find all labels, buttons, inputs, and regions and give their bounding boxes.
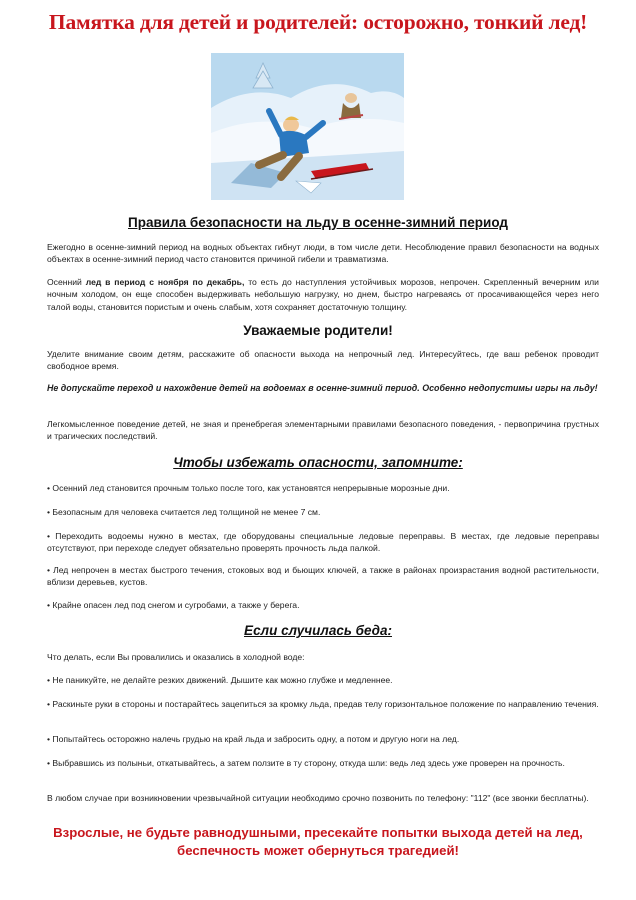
safety-rules-heading: Правила безопасности на льду в осенне-зимний период <box>128 215 508 230</box>
action-item: • Раскиньте руки в стороны и постарайтесь зацепиться за кромку льда, предав телу горизонтальное положение по направлению течения. <box>47 699 599 709</box>
rule-item: • Крайне опасен лед под снегом и сугробами, а также у берега. <box>47 600 300 610</box>
rule-item: • Безопасным для человека считается лед толщиной не менее 7 см. <box>47 507 321 517</box>
footer-appeal <box>0 824 636 860</box>
dear-parents-heading: Уважаемые родители! <box>243 323 393 338</box>
warning-paragraph: Не допускайте переход и нахождение детей на водоемах в осенне-зимний период. Особенно недопустимы игры на льду! <box>47 383 598 393</box>
rule-item: • Переходить водоемы нужно в местах, где оборудованы специальные ледовые переправы. В местах, где ледовые переправы отсутствуют, при переходе следует обязательно проверять прочность льда палкой. <box>47 531 599 554</box>
intro-paragraph: Ежегодно в осенне-зимний период на водных объектах гибнут люди, в том числе дети. Несоблюдение правил безопасности на водных объектах в осенне-зимний период часто становится причиной гибели и травматизма. <box>47 242 599 265</box>
behavior-paragraph: Легкомысленное поведение детей, не зная и пренебрегая элементарными правилами безопасного поведения, - первопричина грустных и трагических последствий. <box>47 419 599 442</box>
page-title: Памятка для детей и родителей: осторожно, тонкий лед! <box>48 10 588 34</box>
action-item: • Не паникуйте, не делайте резких движений. Дышите как можно глубже и медленнее. <box>47 675 393 685</box>
parents-attention-paragraph: Уделите внимание своим детям, расскажите об опасности выхода на непрочный лед. Интересуйтесь, где ваш ребенок проводит свободное время. <box>47 349 599 372</box>
action-item: • Попытайтесь осторожно налечь грудью на край льда и забросить одну, а потом и другую ноги на лед. <box>47 734 460 744</box>
children-on-ice-illustration <box>211 53 404 200</box>
remember-heading: Чтобы избежать опасности, запомните: <box>173 455 463 470</box>
footer-line-2: беспечность может обернуться трагедией! <box>177 843 459 858</box>
autumn-ice-paragraph: Осенний лед в период с ноября по декабрь, то есть до наступления устойчивых морозов, непрочен. Скрепленный вечерним или ночным холодом, он еще способен выдерживать небольшую нагрузку, но днем, быстро нагреваясь от просачивающейся через него талой воды, становится пористым и очень слабым, хотя сохраняет достаточную толщину. <box>47 277 599 312</box>
emergency-call-paragraph: В любом случае при возникновении чрезвычайной ситуации необходимо срочно позвонить по телефону: "112" (все звонки бесплатны). <box>47 793 589 803</box>
rule-item: • Лед непрочен в местах быстрого течения, стоковых вод и бьющих ключей, а также в районах произрастания водной растительности, вблизи деревьев, кустов. <box>47 565 599 588</box>
rule-item: • Осенний лед становится прочным только после того, как установятся непрерывные морозные дни. <box>47 483 450 493</box>
trouble-heading: Если случилась беда: <box>244 623 392 638</box>
action-item: • Выбравшись из полыньи, откатывайтесь, а затем ползите в ту сторону, откуда шли: ведь лед здесь уже проверен на прочность. <box>47 758 565 768</box>
footer-line-1: Взрослые, не будьте равнодушными, пресекайте попытки выхода детей на лед, <box>53 825 583 840</box>
what-to-do-intro: Что делать, если Вы провалились и оказались в холодной воде: <box>47 652 305 662</box>
